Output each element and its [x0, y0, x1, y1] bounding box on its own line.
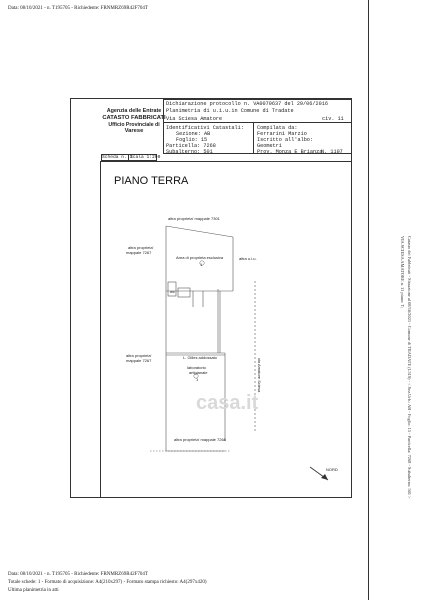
north-label: NORD [326, 467, 338, 472]
agency-province: Varese [124, 128, 144, 134]
label-lab-number: 1 [196, 377, 199, 382]
label-lab-a: laboratorio [187, 365, 206, 370]
address-via: Via Sciesa Amatore [166, 116, 223, 122]
albo-value: Geometri [257, 143, 282, 149]
agency-block [98, 108, 170, 135]
particella: Particella: 7268 [166, 143, 216, 149]
declaration-del: del [284, 101, 294, 107]
compilata-title: Compilata da: [257, 125, 298, 131]
footer-schede-line: Totale schede: 1 - Formato di acquisizione: A4(210x297) - Formato stampa richiesto: A4(297x420) [8, 580, 207, 585]
label-area-number: 1 [200, 262, 203, 267]
right-border-line [368, 0, 369, 600]
scheda-number: Scheda n. 1 [102, 155, 133, 160]
label-top-property: altra proprieta' mappale 7301 [168, 216, 220, 221]
watermark: casa.it [196, 392, 259, 414]
plan-title: PIANO TERRA [114, 175, 189, 187]
boundary-top-line [166, 226, 233, 237]
declaration-number: VA0079637 [253, 101, 282, 107]
floor-plan-drawing [100, 161, 352, 498]
label-wc: wc [170, 289, 175, 294]
header-request-line: Data: 08/10/2021 - n. T195705 - Richiedente: FRNMRZ69R42F704T [8, 6, 148, 11]
declaration-line [166, 101, 328, 107]
compilata-surname: Ferrarini [257, 131, 286, 137]
label-left-property-1b: mappale 7267 [126, 250, 152, 255]
label-lab-b: artigianale [189, 370, 208, 375]
declaration-prefix: Dichiarazione protocollo n. [166, 101, 251, 107]
vertical-situazione: Catasto dei Fabbricati - Situazione al 08/10/2021 - Comune di TRADATE (L319) - < Sez.Urb.: AB - Foglio: 15 - Particella: 7268 - Subalterno: 501 > [407, 236, 412, 499]
subalterno: Subalterno: 501 [166, 149, 213, 155]
agency-name: Agenzia delle Entrate [106, 108, 162, 114]
label-street: via Amatore Sciesa [257, 358, 262, 393]
agency-ufficio: Ufficio Provinciale di [108, 121, 160, 128]
compilata-firstname: Marzio [288, 131, 307, 137]
small-room [178, 288, 190, 297]
prov-value: Prov. Monza E Brianza [257, 149, 323, 155]
label-area: Area di proprieta esclusiva [176, 255, 224, 260]
albo-number: N. 1107 [321, 149, 343, 155]
foglio: Foglio: 15 [176, 137, 208, 143]
label-bottom-property: altra proprieta' mappale 7268 [174, 437, 226, 442]
label-other-unit: altra u.i.u. [239, 256, 257, 261]
sezione: Sezione: AB [176, 131, 211, 137]
label-left-property-2b: mappale 7267 [126, 358, 152, 363]
scala-value: Scala 1:200 [130, 155, 161, 160]
identificativi-title: Identificativi Catastali: [166, 125, 244, 131]
footer-ultima-line: Ultima planimetria in atti [8, 588, 59, 593]
declaration-date: 29/06/2016 [296, 101, 328, 107]
label-left-property-2a: altra proprieta' [126, 353, 152, 358]
iscritto-label: Iscritto all'albo: [257, 137, 314, 143]
agency-catasto: CATASTO FABBRICATI [102, 114, 166, 121]
label-left-property-1a: altra proprieta' [128, 245, 154, 250]
footer-request-line: Data: 08/10/2021 - n. T195705 - Richiedente: FRNMRZ69R42F704T [8, 572, 148, 577]
label-shed: L. Gilles addossato [183, 355, 218, 360]
address-civ: civ. 11 [322, 116, 344, 122]
planimetria-line: Planimetria di u.i.u.in Comune di Tradate [166, 108, 294, 114]
vertical-address: VIA SCIESA AMATORE n. 11 piano: T; [400, 236, 405, 309]
